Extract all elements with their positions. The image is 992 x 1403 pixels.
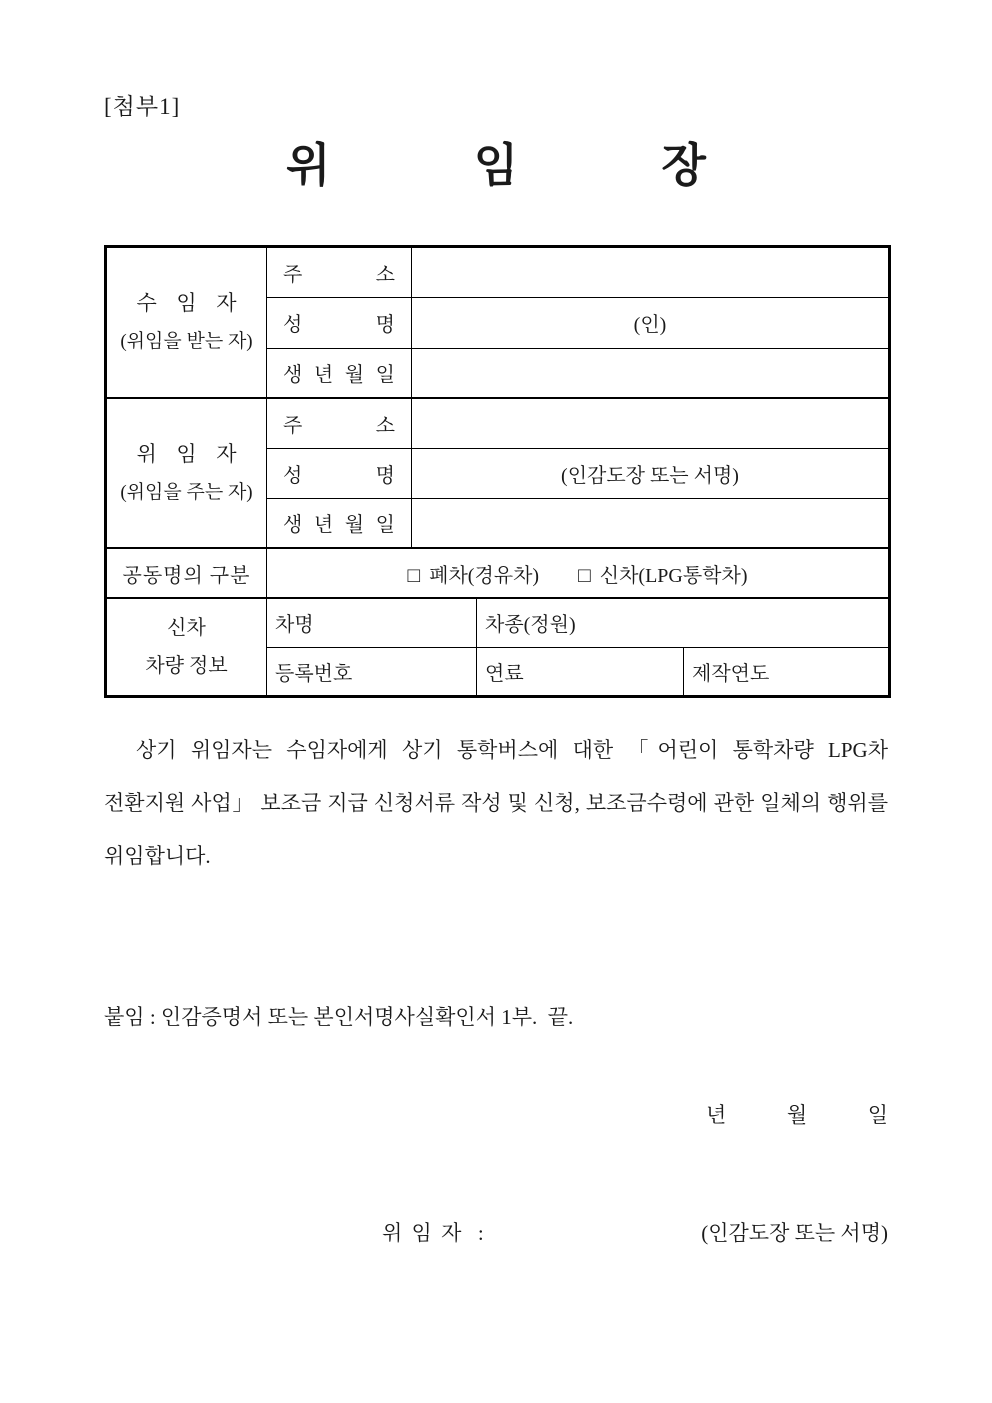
delegator-name-label-cell (267, 448, 412, 498)
joint-name-options-cell (267, 548, 890, 598)
option-new-car (578, 562, 748, 587)
field-label: 성 명 (283, 314, 395, 336)
vehicle-role-label-line1: 신차 (167, 616, 206, 639)
recipient-birthdate-value-cell[interactable] (412, 348, 890, 398)
option-scrap-car (407, 562, 544, 587)
table-row (106, 598, 890, 647)
vehicle-year-cell[interactable]: 제작연도 (684, 647, 890, 696)
table-row (106, 398, 890, 448)
vehicle-regnumber-cell[interactable]: 등록번호 (267, 647, 477, 696)
delegator-role-label: 위 임 자 (136, 442, 237, 466)
delegator-birthdate-value-cell[interactable] (412, 498, 890, 548)
recipient-role-sublabel: (위임을 받는 자) (120, 331, 253, 353)
recipient-address-label-cell (267, 246, 412, 297)
field-label: 성 명 (283, 464, 395, 487)
delegator-address-value-cell[interactable] (412, 398, 890, 448)
attachment-tag: [첨부1] (104, 94, 181, 119)
page-title: 위 임 장 (286, 140, 706, 191)
field-label: 생 년 월 일 (283, 364, 395, 387)
delegator-address-label-cell (267, 398, 412, 448)
checkbox-icon[interactable]: □ (578, 562, 591, 587)
vehicle-name-cell[interactable]: 차명 (267, 598, 477, 647)
table-row (106, 548, 890, 598)
delegator-role-cell (106, 398, 267, 548)
recipient-role-cell (106, 246, 267, 398)
attachment-note: 붙임 : 인감증명서 또는 본인서명사실확인서 1부. 끝. (104, 1004, 574, 1029)
date-line: 년 월 일 (706, 1102, 888, 1127)
field-label: 주 소 (283, 414, 395, 437)
option-label: 신차(LPG통학차) (599, 564, 748, 587)
delegator-name-value-cell[interactable]: (인감도장 또는 서명) (412, 448, 890, 498)
field-label: 생 년 월 일 (283, 514, 395, 537)
delegator-birthdate-label-cell (267, 498, 412, 548)
joint-name-label-cell: 공동명의 구분 (106, 548, 267, 598)
recipient-name-value-cell[interactable]: (인) (412, 297, 890, 348)
field-label: 주 소 (283, 263, 395, 286)
signature-hint: (인감도장 또는 서명) (701, 1220, 888, 1245)
recipient-birthdate-label-cell (267, 348, 412, 398)
signature-line (382, 1217, 888, 1247)
signature-label: 위 임 자 : (382, 1220, 486, 1245)
recipient-address-value-cell[interactable] (412, 246, 890, 297)
vehicle-role-label-line2: 차량 정보 (145, 654, 228, 677)
delegation-form-table (104, 245, 891, 698)
recipient-name-label-cell (267, 297, 412, 348)
checkbox-icon[interactable]: □ (407, 562, 421, 587)
table-row (106, 246, 890, 297)
delegator-role-sublabel: (위임을 주는 자) (120, 481, 253, 503)
vehicle-fuel-cell[interactable]: 연료 (477, 647, 684, 696)
option-label: 폐차(경유차) (429, 564, 540, 587)
recipient-role-label: 수 임 자 (136, 291, 237, 316)
vehicle-info-role-cell (106, 598, 267, 696)
vehicle-type-cell[interactable]: 차종(정원) (477, 598, 890, 647)
delegation-statement: 상기 위임자는 수임자에게 상기 통학버스에 대한 「어린이 통학차량 LPG차 전환지원 사업」 보조금 지급 신청서류 작성 및 신청, 보조금수령에 관한 일체의 행위를 위임합니다. (104, 737, 888, 868)
